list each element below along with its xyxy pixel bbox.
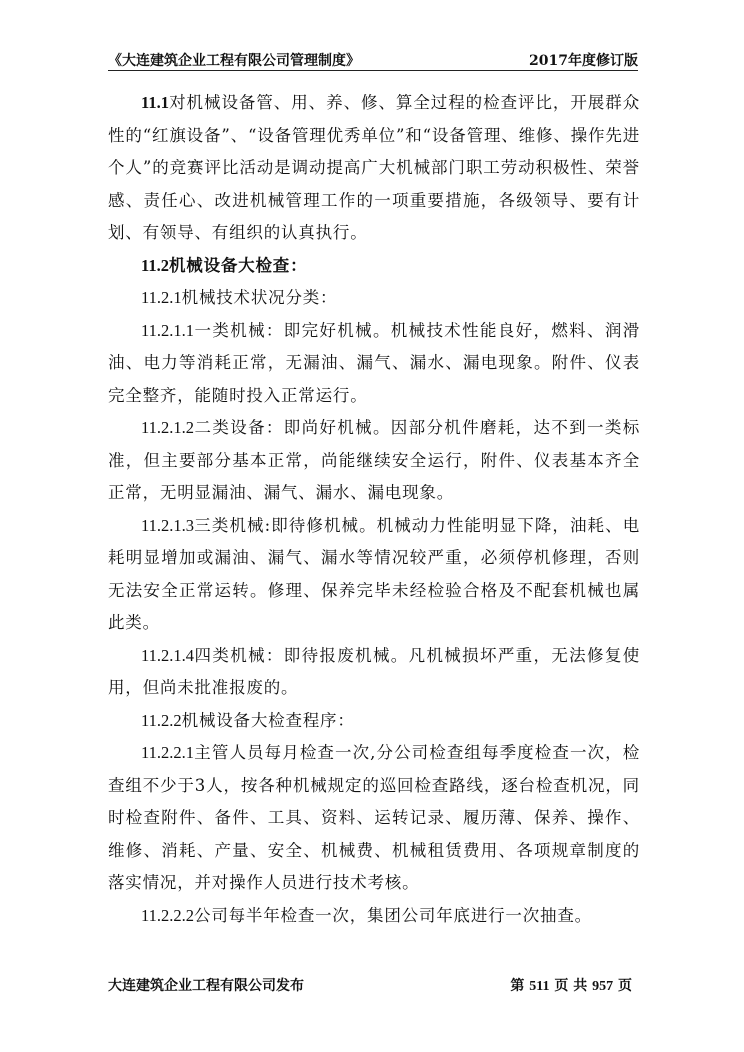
paragraph-11-2-1-3 xyxy=(108,510,640,640)
paragraph-11-1 xyxy=(108,87,640,250)
publisher-label: 大连建筑企业工程有限公司发布 xyxy=(108,978,304,994)
page-suffix: 页 xyxy=(618,978,632,994)
page-prefix: 第 xyxy=(510,978,525,994)
paragraph-11-2-1 xyxy=(108,282,640,315)
total-page-number: 957 xyxy=(592,979,614,994)
section-number: 11.2.2.1 xyxy=(141,743,195,762)
paragraph-11-2-2-1 xyxy=(108,737,640,900)
paragraph-text: 对机械设备管、用、养、修、算全过程的检查评比，开展群众性的“红旗设备”、“设备管理优秀单位”和“设备管理、维修、操作先进个人”的竞赛评比活动是调动提高广大机械部门职工劳动积极性、荣誉感、责任心、改进机械管理工作的一项重要措施，各级领导、要有计划、有领导、有组织的认真执行。 xyxy=(108,93,640,242)
section-number: 11.1 xyxy=(141,93,169,112)
edition-label: 2017年度修订版 xyxy=(529,53,638,69)
document-body xyxy=(108,87,640,932)
paragraph-11-2-2 xyxy=(108,705,640,738)
paragraph-text: 四类机械：即待报废机械。凡机械损坏严重，无法修复使用，但尚未批准报废的。 xyxy=(108,645,640,697)
paragraph-11-2 xyxy=(108,250,640,283)
page-mid: 页 共 xyxy=(554,978,588,994)
section-number: 11.2.2.2 xyxy=(141,905,195,925)
section-number: 11.2.1.2 xyxy=(141,418,195,437)
paragraph-text: 二类设备：即尚好机械。因部分机件磨耗，达不到一类标准，但主要部分基本正常，尚能继续安全运行，附件、仪表基本齐全正常，无明显漏油、漏气、漏水、漏电现象。 xyxy=(108,418,640,502)
section-number: 11.2.1.4 xyxy=(141,645,195,665)
paragraph-text: 公司每半年检查一次，集团公司年底进行一次抽查。 xyxy=(194,905,592,925)
paragraph-text: 一类机械：即完好机械。机械技术性能良好，燃料、润滑油、电力等消耗正常，无漏油、漏气、漏水、漏电现象。附件、仪表完全整齐，能随时投入正常运行。 xyxy=(108,320,640,405)
section-number: 11.2.1.1 xyxy=(141,320,195,340)
page-counter xyxy=(510,975,632,995)
section-number: 11.2.1 xyxy=(141,288,182,307)
paragraph-text: 三类机械:即待修机械。机械动力性能明显下降，油耗、电耗明显增加或漏油、漏气、漏水等情况较严重，必须停机修理，否则无法安全正常运转。修理、保养完毕未经检验合格及不配套机械也属此类。 xyxy=(108,515,640,632)
paragraph-11-2-1-4 xyxy=(108,640,640,705)
document-title: 《大连建筑企业工程有限公司管理制度》 xyxy=(108,53,360,69)
section-heading: 机械设备大检查： xyxy=(168,255,308,275)
paragraph-text: 机械设备大检查程序： xyxy=(181,710,355,730)
paragraph-text: 机械技术状况分类： xyxy=(181,288,338,307)
paragraph-11-2-1-1 xyxy=(108,315,640,413)
section-number: 11.2.1.3 xyxy=(141,515,195,535)
paragraph-11-2-1-2 xyxy=(108,412,640,510)
section-number: 11.2.2 xyxy=(141,710,182,730)
paragraph-text: 主管人员每月检查一次,分公司检查组每季度检查一次，检查组不少于3人，按各种机械规定的巡回检查路线，逐台检查机况，同时检查附件、备件、工具、资料、运转记录、履历薄、保养、操作、维修、消耗、产量、安全、机械费、机械租赁费用、各项规章制度的落实情况，并对操作人员进行技术考核。 xyxy=(108,743,640,892)
current-page-number: 511 xyxy=(529,979,550,994)
section-number: 11.2 xyxy=(141,255,169,275)
page-header xyxy=(108,46,638,71)
paragraph-11-2-2-2 xyxy=(108,900,640,933)
